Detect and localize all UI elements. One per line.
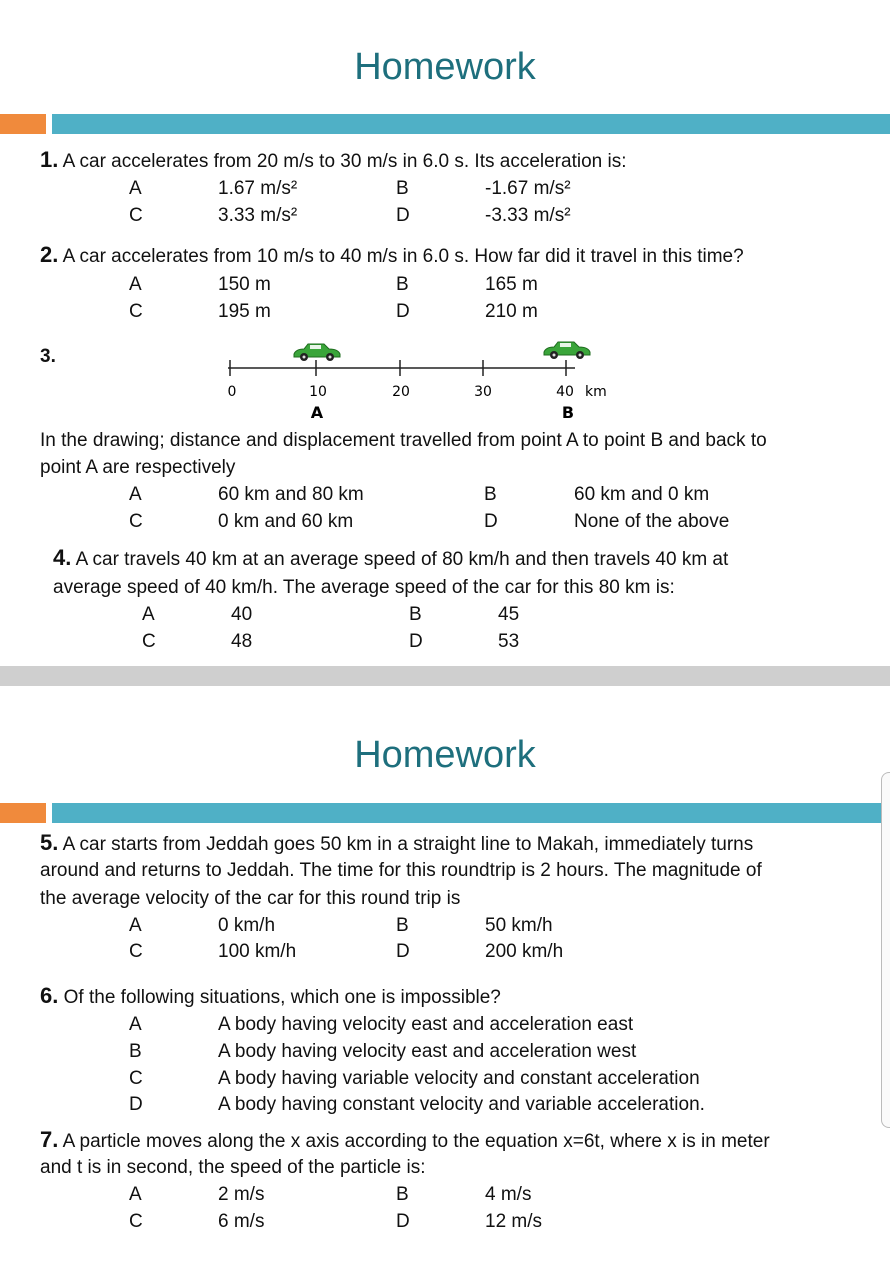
option-letter: B xyxy=(484,484,497,505)
question-5 xyxy=(40,829,753,859)
option-letter: B xyxy=(396,274,409,295)
option-value: -1.67 m/s² xyxy=(485,178,571,199)
option-value: 60 km and 0 km xyxy=(574,484,710,505)
option-value: 45 xyxy=(498,604,520,625)
tick-label: 0 xyxy=(227,384,237,400)
slide-2 xyxy=(0,686,890,1280)
question-text: A car accelerates from 20 m/s to 30 m/s in 6.0 s. Its acceleration is: xyxy=(62,151,627,172)
question-number: 5. xyxy=(40,830,59,855)
option-letter: B xyxy=(396,178,409,199)
accent-bar-orange xyxy=(0,114,46,134)
question-6 xyxy=(40,982,501,1012)
question-2 xyxy=(40,241,744,271)
option-value: A body having constant velocity and variable acceleration. xyxy=(218,1094,705,1115)
option-value: 0 km and 60 km xyxy=(218,511,354,532)
question-7 xyxy=(40,1126,770,1156)
question-number: 4. xyxy=(53,545,72,570)
option-letter: D xyxy=(396,301,410,322)
option-value: 3.33 m/s² xyxy=(218,205,298,226)
question-text: and t is in second, the speed of the particle is: xyxy=(40,1157,426,1178)
accent-bar-blue xyxy=(52,114,890,134)
car-icon xyxy=(294,344,340,361)
option-letter: A xyxy=(129,1014,142,1035)
question-number: 1. xyxy=(40,147,59,172)
accent-bar-orange xyxy=(0,803,46,823)
car-icon xyxy=(544,342,590,359)
option-value: 12 m/s xyxy=(485,1211,543,1232)
number-line-diagram xyxy=(220,334,620,424)
option-value: 4 m/s xyxy=(485,1184,532,1205)
accent-bar-blue xyxy=(52,803,890,823)
option-letter: A xyxy=(129,484,142,505)
option-value: 2 m/s xyxy=(218,1184,265,1205)
tick-label: 40 xyxy=(556,384,574,400)
option-letter: B xyxy=(396,915,409,936)
option-value: 1.67 m/s² xyxy=(218,178,298,199)
option-value: A body having velocity east and acceleration west xyxy=(218,1041,637,1062)
option-value: 0 km/h xyxy=(218,915,276,936)
option-value: 165 m xyxy=(485,274,538,295)
option-letter: D xyxy=(484,511,498,532)
option-letter: C xyxy=(129,1211,143,1232)
option-value: 100 km/h xyxy=(218,941,297,962)
question-1 xyxy=(40,146,627,176)
point-a-label: A xyxy=(310,403,324,422)
slide-title: Homework xyxy=(354,46,536,88)
option-value: A body having variable velocity and constant acceleration xyxy=(218,1068,700,1089)
option-value: None of the above xyxy=(574,511,730,532)
option-letter: A xyxy=(129,915,142,936)
question-text: A car accelerates from 10 m/s to 40 m/s in 6.0 s. How far did it travel in this time? xyxy=(62,246,744,267)
question-number: 3. xyxy=(40,346,56,367)
tick-label: 20 xyxy=(392,384,410,400)
option-letter: C xyxy=(142,631,156,652)
option-value: 50 km/h xyxy=(485,915,553,936)
option-letter: B xyxy=(409,604,422,625)
question-number: 7. xyxy=(40,1127,59,1152)
option-value: 60 km and 80 km xyxy=(218,484,364,505)
option-letter: B xyxy=(396,1184,409,1205)
option-value: 210 m xyxy=(485,301,538,322)
option-letter: D xyxy=(129,1094,143,1115)
option-value: 200 km/h xyxy=(485,941,564,962)
option-value: -3.33 m/s² xyxy=(485,205,571,226)
option-value: A body having velocity east and acceleration east xyxy=(218,1014,634,1035)
option-value: 40 xyxy=(231,604,253,625)
option-letter: D xyxy=(396,941,410,962)
question-text: point A are respectively xyxy=(40,457,236,478)
question-text: the average velocity of the car for this round trip is xyxy=(40,888,461,909)
question-text: around and returns to Jeddah. The time for this roundtrip is 2 hours. The magnitude of xyxy=(40,860,762,881)
option-letter: D xyxy=(396,1211,410,1232)
option-letter: A xyxy=(142,604,155,625)
option-letter: C xyxy=(129,205,143,226)
option-letter: C xyxy=(129,301,143,322)
scroll-handle[interactable] xyxy=(881,772,890,1128)
question-text: A car travels 40 km at an average speed of 80 km/h and then travels 40 km at xyxy=(75,549,729,570)
option-letter: C xyxy=(129,511,143,532)
option-letter: B xyxy=(129,1041,142,1062)
question-text: A particle moves along the x axis according to the equation x=6t, where x is in meter xyxy=(62,1131,770,1152)
question-text: In the drawing; distance and displacement travelled from point A to point B and back to xyxy=(40,430,767,451)
unit-label: km xyxy=(585,384,607,400)
question-4 xyxy=(53,544,728,574)
question-number: 2. xyxy=(40,242,59,267)
option-value: 48 xyxy=(231,631,253,652)
option-value: 6 m/s xyxy=(218,1211,265,1232)
option-letter: C xyxy=(129,1068,143,1089)
tick-label: 30 xyxy=(474,384,492,400)
option-value: 195 m xyxy=(218,301,271,322)
question-text: average speed of 40 km/h. The average speed of the car for this 80 km is: xyxy=(53,577,675,598)
option-letter: D xyxy=(396,205,410,226)
question-text: Of the following situations, which one is impossible? xyxy=(63,987,501,1008)
option-value: 53 xyxy=(498,631,520,652)
option-letter: D xyxy=(409,631,423,652)
option-value: 150 m xyxy=(218,274,271,295)
option-letter: A xyxy=(129,1184,142,1205)
tick-label: 10 xyxy=(309,384,327,400)
option-letter: C xyxy=(129,941,143,962)
question-text: A car starts from Jeddah goes 50 km in a straight line to Makah, immediately turns xyxy=(62,834,754,855)
point-b-label: B xyxy=(561,403,575,422)
option-letter: A xyxy=(129,178,142,199)
question-number: 6. xyxy=(40,983,59,1008)
slide-separator xyxy=(0,666,890,686)
slide-title: Homework xyxy=(354,734,536,776)
option-letter: A xyxy=(129,274,142,295)
